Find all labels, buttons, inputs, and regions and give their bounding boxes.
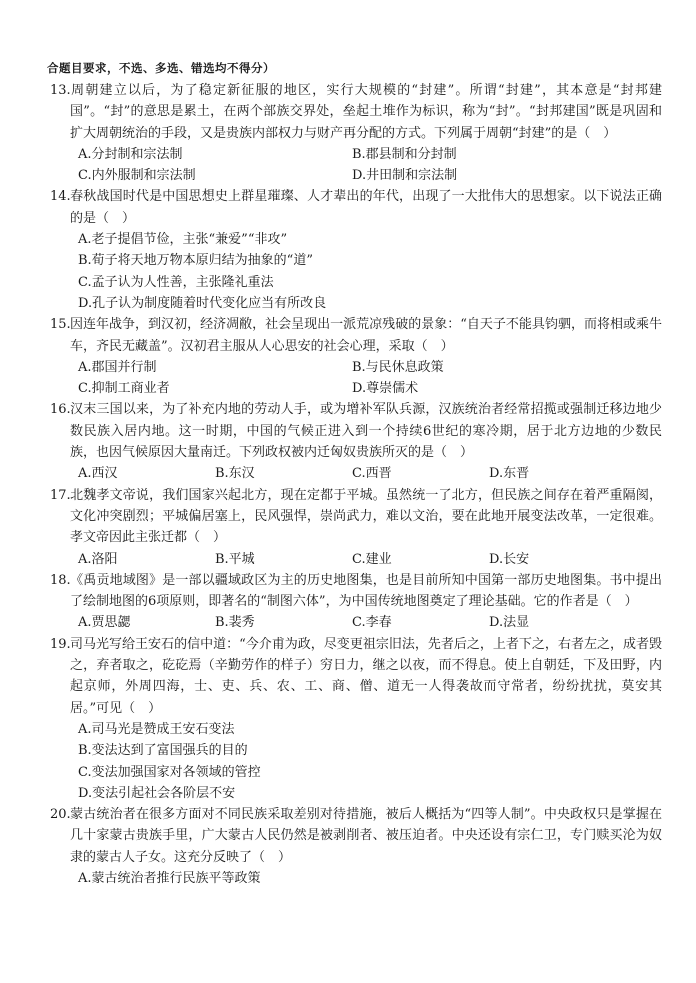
option-c[interactable]: C.孟子认为人性善，主张隆礼重法 [78,274,274,290]
question-number: 13. [50,83,71,98]
options-row [50,612,662,633]
question-stem: 蒙古统治者在很多方面对不同民族采取差别对待措施，被后人概括为“四等人制”。中央政权只是掌握在几十家蒙古贵族手里，广大蒙古人民仍然是被剥削者、被压迫者。中央还设有宗仁卫，专门赎买沦为奴隶的蒙古人子女。这充分反映了（ ） [70,807,662,865]
question-15 [50,314,662,399]
options-list [50,868,662,889]
question-13 [50,80,662,186]
options-list [50,719,662,804]
question-stem: 因连年战争，到汉初，经济凋敝，社会呈现出一派荒凉残破的景象：“自天子不能具钧驷，而将相或乘牛车，齐民无藏盖”。汉初君主服从人心思安的社会心理，采取（ ） [70,317,662,354]
question-17 [50,485,662,570]
question-14 [50,186,662,314]
options-row [50,357,662,378]
option-a[interactable]: A.郡国并行制 [78,359,157,375]
option-b[interactable]: B.郡县制和分封制 [352,146,457,162]
option-d[interactable]: D.变法引起社会各阶层不安 [78,785,236,801]
question-number: 20. [50,807,71,823]
question-number: 15. [50,317,71,333]
option-a[interactable]: A.西汉 [78,466,118,482]
option-c[interactable]: C.建业 [352,551,392,567]
question-stem: 司马光写给王安石的信中道：“今介甫为政，尽变更祖宗旧法，先者后之，上者下之，右者左之，成者毁之，弃者取之，矻矻焉（辛勤劳作的样子）穷日力，继之以夜，而不得息。使上自朝廷，下及田野，内起京师，外周四海，士、吏、兵、农、工、商、僧、道无一人得袭故而守常者，纷纷扰扰，莫安其居。”可见（ ） [70,636,662,716]
option-b[interactable]: B.裴秀 [215,615,255,631]
options-row [50,463,662,484]
options-list [50,229,662,314]
option-c[interactable]: C.抑制工商业者 [78,381,170,397]
option-a[interactable]: A.贾思勰 [78,615,131,631]
options-row [50,378,662,399]
question-stem: 春秋战国时代是中国思想史上群星璀璨、人才辈出的年代，出现了一大批伟大的思想家。以下说法正确的是（ ） [70,189,662,226]
option-c[interactable]: C.变法加强国家对各领域的管控 [78,764,261,780]
option-a[interactable]: A.洛阳 [78,551,118,567]
option-a[interactable]: A.司马光是赞成王安石变法 [78,721,235,737]
option-d[interactable]: D.井田制和宗法制 [352,168,458,184]
question-stem: 北魏孝文帝说，我们国家兴起北方，现在定都于平城。虽然统一了北方，但民族之间存在着严重隔阂，文化冲突剧烈；平城偏居塞上，民风强悍，崇尚武力，难以文治，要在此地开展变法改革，一定很难。孝文帝因此主张迁都（ ） [70,487,662,546]
options-row [50,144,662,165]
question-16 [50,399,662,484]
options-row [50,165,662,186]
options-row [50,549,662,570]
option-b[interactable]: B.与民休息政策 [352,359,444,375]
option-d[interactable]: D.孔子认为制度随着时代变化应当有所改良 [78,295,327,311]
option-c[interactable]: C.西晋 [352,466,392,482]
question-19 [50,634,662,804]
option-b[interactable]: B.变法达到了富国强兵的目的 [78,743,248,759]
option-b[interactable]: B.东汉 [215,466,255,482]
question-number: 14. [50,189,71,205]
option-d[interactable]: D.东晋 [489,466,530,482]
question-18 [50,570,662,634]
question-stem: 《禹贡地域图》是一部以疆域政区为主的历史地图集，也是目前所知中国第一部历史地图集。书中提出了绘制地图的6项原则，即著名的“制图六体”，为中国传统地图奠定了理论基础。它的作者是（ ） [70,572,662,610]
question-number: 18. [50,572,71,588]
question-number: 19. [50,636,71,652]
option-c[interactable]: C.李春 [352,615,392,631]
option-d[interactable]: D.长安 [489,551,530,567]
question-number: 16. [50,402,71,418]
question-number: 17. [50,487,71,503]
section-instruction: 合题目要求，不选、多选、错选均不得分） [47,61,275,75]
question-stem: 周朝建立以后，为了稳定新征服的地区，实行大规模的“封建”。所谓“封建”，其本意是“封邦建国”。“封”的意思是累土，在两个部族交界处，垒起土堆作为标识，称为“封”。“封邦建国”既是巩固和扩大周朝统治的手段，又是贵族内部权力与财产再分配的方式。下列属于周朝“封建”的是（ ） [70,83,662,141]
option-b[interactable]: B.荀子将天地万物本原归结为抽象的“道” [78,253,313,269]
option-a[interactable]: A.蒙古统治者推行民族平等政策 [78,870,261,886]
option-a[interactable]: A.老子提倡节俭，主张“兼爱”“非攻” [78,232,288,248]
option-d[interactable]: D.尊崇儒术 [352,381,419,397]
question-stem: 汉末三国以来，为了补充内地的劳动人手，或为增补军队兵源，汉族统治者经常招揽或强制迁移边地少数民族入居内地。这一时期，中国的气候正进入到一个持续6世纪的寒冷期，居于北方边地的少数民族，也因气候原因大量南迁。下列政权被内迁匈奴贵族所灭的是（ ） [70,402,662,461]
question-20 [50,804,662,889]
option-a[interactable]: A.分封制和宗法制 [78,146,183,162]
option-d[interactable]: D.法显 [489,615,530,631]
option-b[interactable]: B.平城 [215,551,255,567]
option-c[interactable]: C.内外服制和宗法制 [78,168,196,184]
